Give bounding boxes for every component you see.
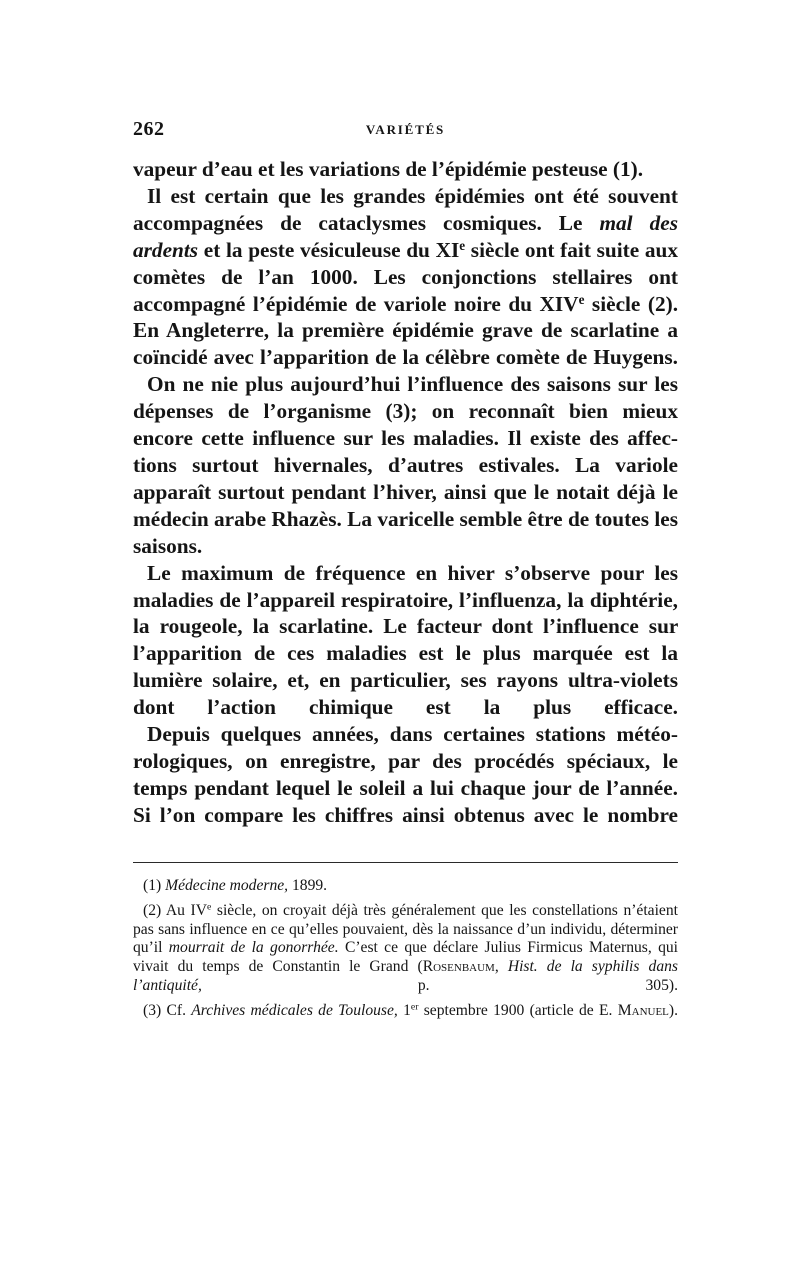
paragraph-2: Il est certain que les grandes épidémies ont été souvent accompagnées de cataclysmes cosmiques. Le mal des ardents et la peste vésiculeuse du XIe siècle ont fait suite aux comètes de l’an 1000. Les conjonctions stellaires ont accompagné l’épidémie de variole noire du XIVe siècle (2). En Angleterre, la première épidémie grave de scarlatine a coïncidé avec l’apparition de la célèbre comète de Huygens. [133,183,679,370]
running-title: VARIÉTÉS [365,122,446,137]
paragraph-5: Depuis quelques années, dans certaines stations météo-rologiques, on enregistre, par des procédés spéciaux, le temps pendant lequel le soleil a lui chaque jour de l’année. Si l’on compare les chiffres ainsi obtenus avec le nombre [133,722,678,827]
footnote-rule [133,862,678,863]
body-text [133,156,678,829]
footnote-1: (1) Médecine moderne, 1899. [143,877,328,894]
page-header [133,118,678,148]
footnote-2: (2) Au IVe siècle, on croyait déjà très généralement que les constellations n’étaient pas sans influence en ce qu’elles pouvaient, dès la naissance d’un individu, déterminer qu’il mourrait de la gonorrhée. C’est ce que déclare Julius Firmicus Maternus, qui vivait du temps de Constantin le Grand (Rosenbaum, Hist. de la syphilis dans l’antiquité, p. 305). [133,901,679,994]
paragraph-3: On ne nie plus aujourd’hui l’influence des saisons sur les dépenses de l’organisme (3); on reconnaît bien mieux encore cette influence sur les maladies. Il existe des affec-tions surtout hivernales, d’autres estivales. La variole apparaît surtout pendant l’hiver, ainsi que le notait déjà le médecin arabe Rhazès. La varicelle semble être de toutes les saisons. [133,372,679,558]
italic-term: mal des ardents [133,210,678,262]
paragraph-1: vapeur d’eau et les variations de l’épidémie pesteuse (1). [133,157,644,181]
page-number: 262 [133,118,165,140]
footnote-3: (3) Cf. Archives médicales de Toulouse, 1er septembre 1900 (article de E. Manuel). [143,1001,678,1019]
footnotes [133,877,678,1021]
paragraph-4: Le maximum de fréquence en hiver s’observe pour les maladies de l’appareil respiratoire, l’influenza, la diphtérie, la rougeole, la scarlatine. Le facteur dont l’influence sur l’apparition de ces maladies est le plus marquée est la lumière solaire, et, en particulier, ses rayons ultra-violets dont l’action chimique est la plus efficace. [133,560,678,720]
